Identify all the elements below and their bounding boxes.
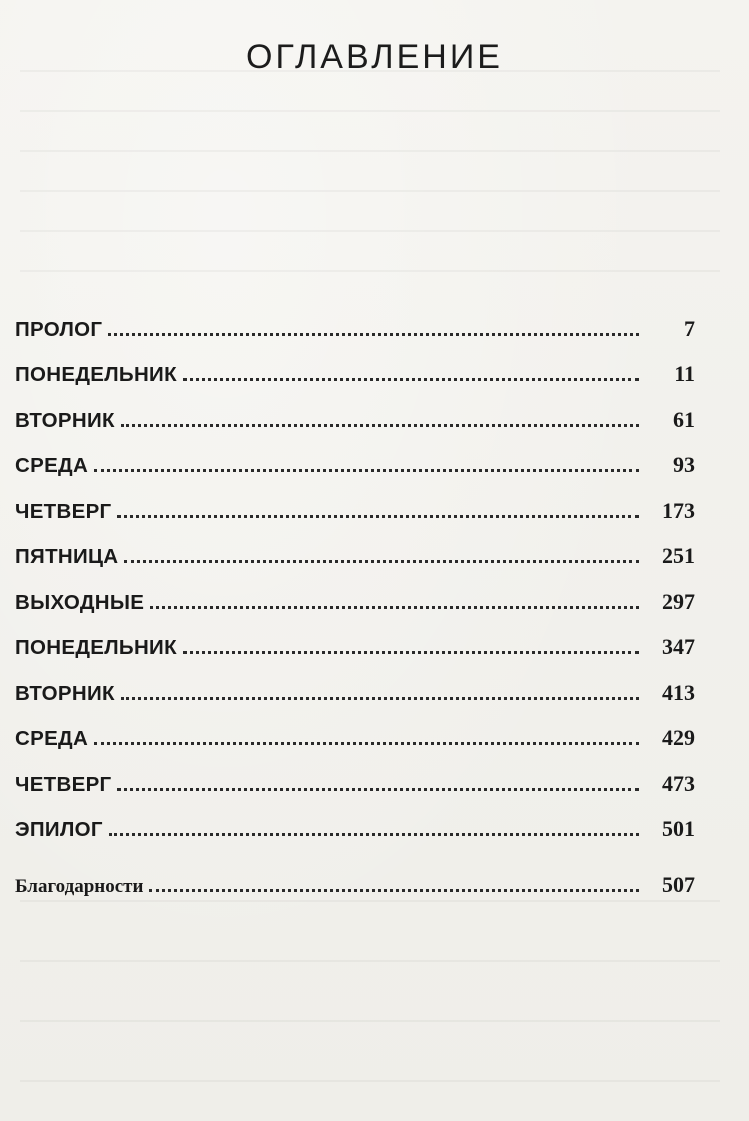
- toc-entry-label: ПОНЕДЕЛЬНИК: [15, 363, 177, 386]
- toc-entry: [15, 706, 695, 752]
- leader-dots: [94, 469, 639, 472]
- bleed-through-line: [20, 150, 720, 152]
- toc-entry-label: ВТОРНИК: [15, 408, 115, 432]
- toc-entry: [15, 387, 695, 433]
- toc-entry-label: СРЕДА: [15, 454, 89, 477]
- toc-entry-page: 93: [673, 452, 695, 477]
- toc-entry-page: 61: [673, 406, 695, 432]
- toc-entry-page: 11: [674, 361, 695, 386]
- toc-entry: [15, 797, 695, 843]
- leader-dots: [117, 788, 639, 791]
- toc-entry: [15, 615, 695, 661]
- leader-dots: [183, 378, 639, 381]
- toc-entry-acknowledgements: [15, 852, 695, 898]
- toc-entry-label: ЧЕТВЕРГ: [15, 499, 112, 523]
- toc-entry-page: 429: [662, 725, 695, 750]
- toc-entry-label: ВТОРНИК: [15, 681, 115, 705]
- toc-entry: [15, 524, 695, 570]
- leader-dots: [150, 606, 639, 609]
- toc-entry-page: 297: [662, 588, 695, 614]
- toc-entry-page: 507: [662, 871, 695, 897]
- toc-entry: [15, 660, 695, 706]
- toc-entry: [15, 569, 695, 615]
- toc-entry-label: ПОНЕДЕЛЬНИК: [15, 636, 177, 659]
- toc-entry: [15, 296, 695, 342]
- leader-dots: [149, 889, 639, 892]
- leader-dots: [124, 560, 639, 563]
- toc-entry-label: ЧЕТВЕРГ: [15, 772, 112, 796]
- toc-entry-label: ВЫХОДНЫЕ: [15, 590, 145, 614]
- toc-entry-page: 347: [662, 634, 695, 659]
- leader-dots: [94, 742, 639, 745]
- bleed-through-line: [20, 900, 720, 902]
- toc-entry-page: 251: [662, 543, 695, 568]
- toc-entry-page: 173: [662, 497, 695, 523]
- bleed-through-line: [20, 110, 720, 112]
- toc-entry-page: 413: [662, 679, 695, 705]
- toc-entry-page: 473: [662, 770, 695, 796]
- leader-dots: [108, 333, 639, 336]
- leader-dots: [183, 651, 639, 654]
- toc-entry-label: СРЕДА: [15, 727, 89, 750]
- leader-dots: [117, 515, 639, 518]
- bleed-through-line: [20, 230, 720, 232]
- toc-entry: [15, 342, 695, 388]
- toc-entry: [15, 751, 695, 797]
- table-of-contents: [15, 296, 695, 898]
- bleed-through-line: [20, 190, 720, 192]
- toc-entry-label: ПРОЛОГ: [15, 317, 103, 341]
- toc-entry-label: ПЯТНИЦА: [15, 545, 119, 568]
- bleed-through-line: [20, 270, 720, 272]
- bleed-through-line: [20, 1080, 720, 1082]
- bleed-through-line: [20, 960, 720, 962]
- toc-entry-label: ЭПИЛОГ: [15, 818, 103, 841]
- toc-entry-label: Благодарности: [15, 875, 144, 897]
- leader-dots: [109, 833, 639, 836]
- page-title: ОГЛАВЛЕНИЕ: [246, 38, 503, 76]
- leader-dots: [121, 697, 639, 700]
- bleed-through-line: [20, 1020, 720, 1022]
- toc-entry-page: 7: [684, 315, 695, 341]
- toc-entry-page: 501: [662, 816, 695, 841]
- toc-entry: [15, 478, 695, 524]
- toc-entry: [15, 433, 695, 479]
- leader-dots: [121, 424, 639, 427]
